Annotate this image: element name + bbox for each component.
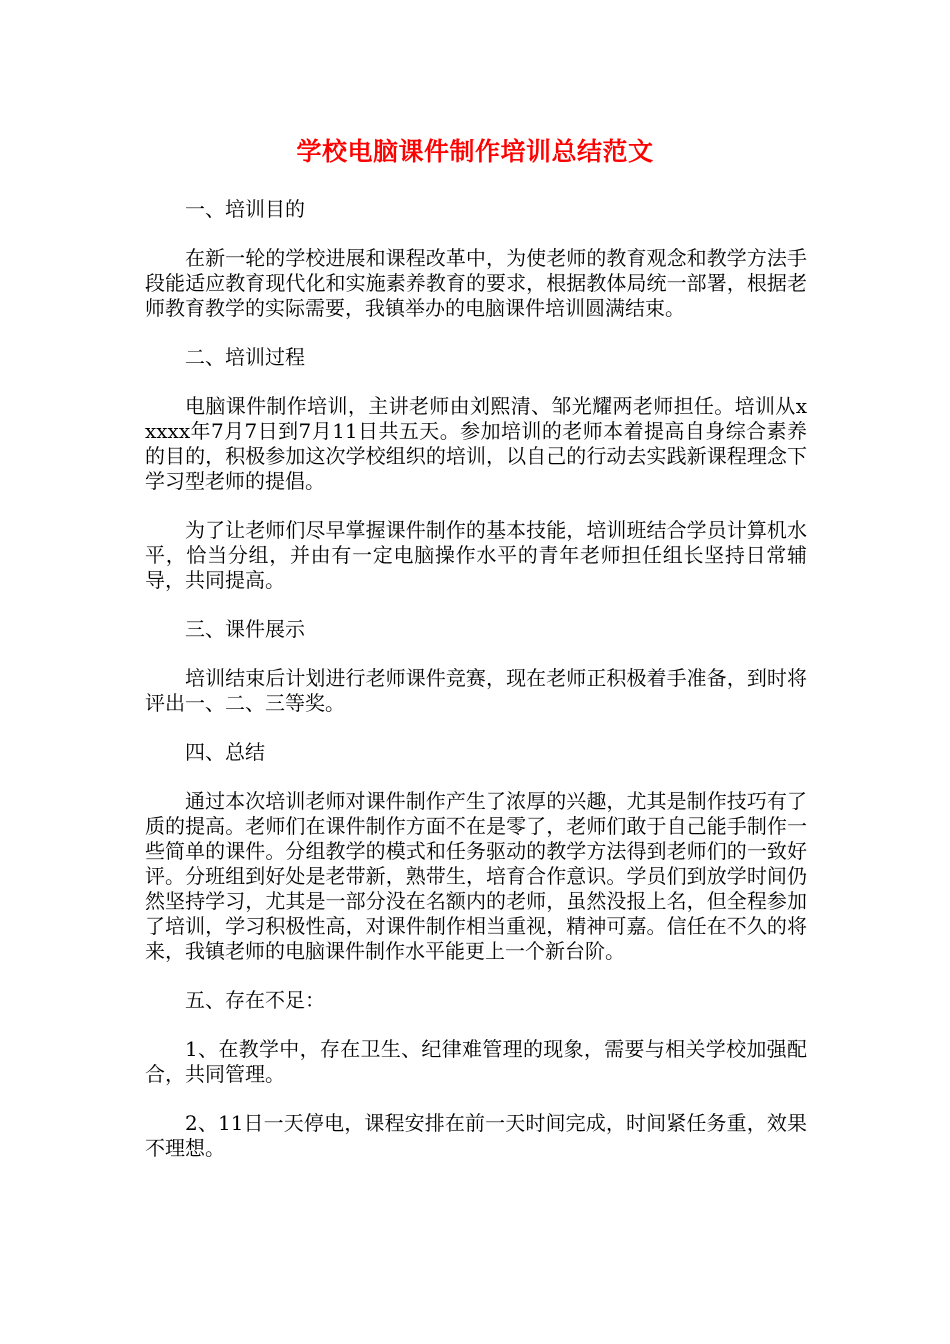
body-paragraph: 电脑课件制作培训，主讲老师由刘熙清、邹光耀两老师担任。培训从xxxxx年7月7日到7月11日共五天。参加培训的老师本着提高自身综合素养的目的，积极参加这次学校组织的培训，以自己的行动去实践新课程理念下学习型老师的提倡。 bbox=[145, 394, 807, 493]
section-heading: 二、培训过程 bbox=[185, 345, 305, 369]
section-summary bbox=[145, 740, 807, 964]
body-paragraph: 2、11日一天停电，课程安排在前一天时间完成，时间紧任务重，效果不理想。 bbox=[145, 1111, 807, 1160]
section-showcase bbox=[145, 617, 807, 716]
body-paragraph: 在新一轮的学校进展和课程改革中，为使老师的教育观念和教学方法手段能适应教育现代化和实施素养教育的要求，根据教体局统一部署，根据老师教育教学的实际需要，我镇举办的电脑课件培训圆满结束。 bbox=[145, 246, 807, 320]
body-paragraph: 培训结束后计划进行老师课件竞赛，现在老师正积极着手准备，到时将评出一、二、三等奖。 bbox=[145, 666, 807, 715]
section-heading: 四、总结 bbox=[185, 740, 265, 764]
body-paragraph: 通过本次培训老师对课件制作产生了浓厚的兴趣，尤其是制作技巧有了质的提高。老师们在课件制作方面不在是零了，老师们敢于自己能手制作一些简单的课件。分组教学的模式和任务驱动的教学方法得到老师们的一致好评。分班组到好处是老带新，熟带生，培育合作意识。学员们到放学时间仍然坚持学习，尤其是一部分没在名额内的老师，虽然没报上名，但全程参加了培训，学习积极性高，对课件制作相当重视，精神可嘉。信任在不久的将来，我镇老师的电脑课件制作水平能更上一个新台阶。 bbox=[145, 789, 807, 963]
document-body bbox=[145, 197, 807, 1185]
body-paragraph: 为了让老师们尽早掌握课件制作的基本技能，培训班结合学员计算机水平，恰当分组，并由有一定电脑操作水平的青年老师担任组长坚持日常辅导，共同提高。 bbox=[145, 518, 807, 592]
section-purpose bbox=[145, 197, 807, 321]
section-heading: 五、存在不足： bbox=[185, 988, 325, 1012]
body-paragraph: 1、在教学中，存在卫生、纪律难管理的现象，需要与相关学校加强配合，共同管理。 bbox=[145, 1037, 807, 1086]
document-title: 学校电脑课件制作培训总结范文 bbox=[296, 137, 654, 166]
section-heading: 三、课件展示 bbox=[185, 617, 305, 641]
section-heading: 一、培训目的 bbox=[185, 197, 305, 221]
section-process bbox=[145, 345, 807, 593]
section-shortcomings bbox=[145, 988, 807, 1161]
